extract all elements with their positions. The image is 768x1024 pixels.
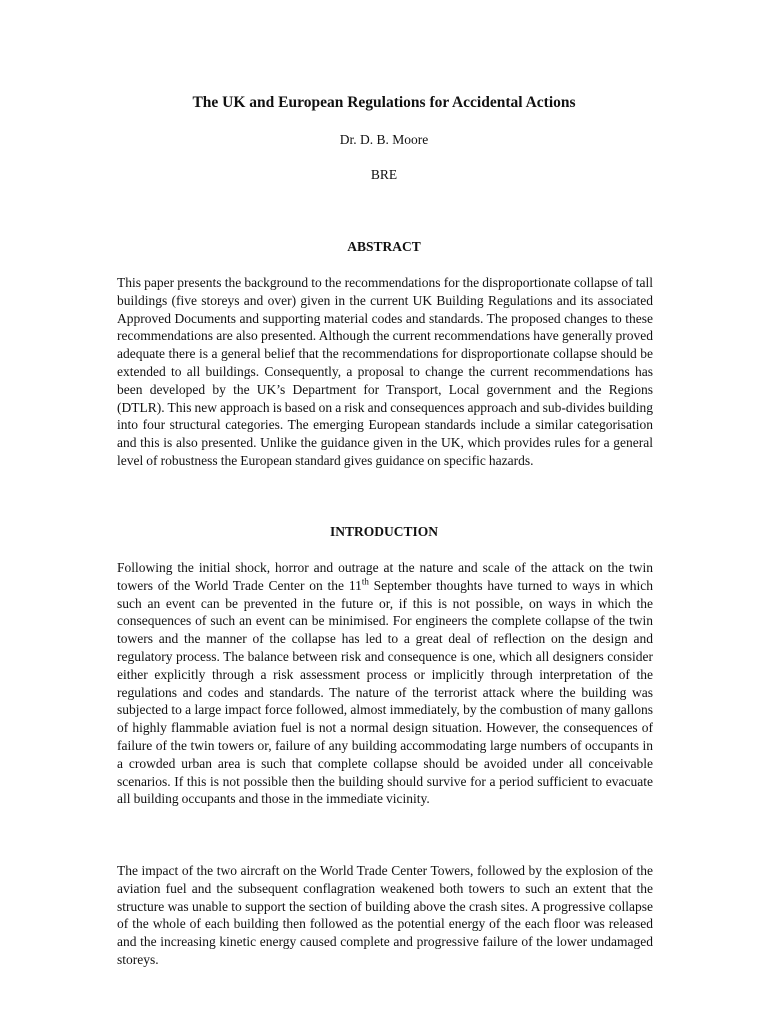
introduction-paragraph-1 [117,559,653,808]
abstract-paragraph: This paper presents the background to the recommendations for the disproportionate collapse of tall buildings (five storeys and over) given in the current UK Building Regulations and its associated Approved Documents and supporting material codes and standards. The proposed changes to these recommendations are also presented. Although the current recommendations have generally proved adequate there is a general belief that the recommendations for disproportionate collapse should be extended to all buildings. Consequently, a proposal to change the current recommendations has been developed by the UK’s Department for Transport, Local government and the Regions (DTLR). This new approach is based on a risk and consequences approach and sub-divides building into four structural categories. The emerging European standards include a similar categorisation and this is also presented. Unlike the guidance given in the UK, which provides rules for a general level of robustness the European standard gives guidance on specific hazards. [117,275,653,468]
introduction-paragraph-1-end: September thoughts have turned to ways in which such an event can be prevented in the future or, if this is not possible, on ways in which the consequences of such an event can be minimised. For engineers the complete collapse of the twin towers and the manner of the collapse has led to a great deal of reflection on the design and regulatory process. The balance between risk and consequence is one, which all designers consider either explicitly through a risk assessment process or implicitly through interpretation of the regulations and codes and standards. The nature of the terrorist attack where the building was subjected to a large impact force followed, almost immediately, by the combustion of many gallons of highly flammable aviation fuel is not a normal design situation. However, the consequences of failure of the twin towers or, failure of any building accommodating large numbers of occupants in a crowded urban area is such that complete collapse should be avoided under all conceivable scenarios. If this is not possible then the building should survive for a period sufficient to evacuate all building occupants and those in the immediate vicinity. [117,577,653,807]
introduction-paragraph-1-start: Following the initial shock, horror and outrage at the nature and scale of the attack on the twin towers of the World Trade Center on the 11 [117,560,653,593]
ordinal-superscript: th [361,576,369,587]
abstract-heading: ABSTRACT [347,239,421,254]
paper-title: The UK and European Regulations for Accidental Actions [192,94,576,111]
introduction-paragraph-2: The impact of the two aircraft on the World Trade Center Towers, followed by the explosion of the aviation fuel and the subsequent conflagration weakened both towers to such an extent that the structure was unable to support the section of building above the crash sites. A progressive collapse of the whole of each building then followed as the potential energy of the each floor was released and the increasing kinetic energy caused complete and progressive failure of the lower undamaged storeys. [117,863,653,967]
author-name: Dr. D. B. Moore [339,132,429,147]
introduction-heading: INTRODUCTION [329,524,438,539]
author-affiliation: BRE [370,167,398,182]
